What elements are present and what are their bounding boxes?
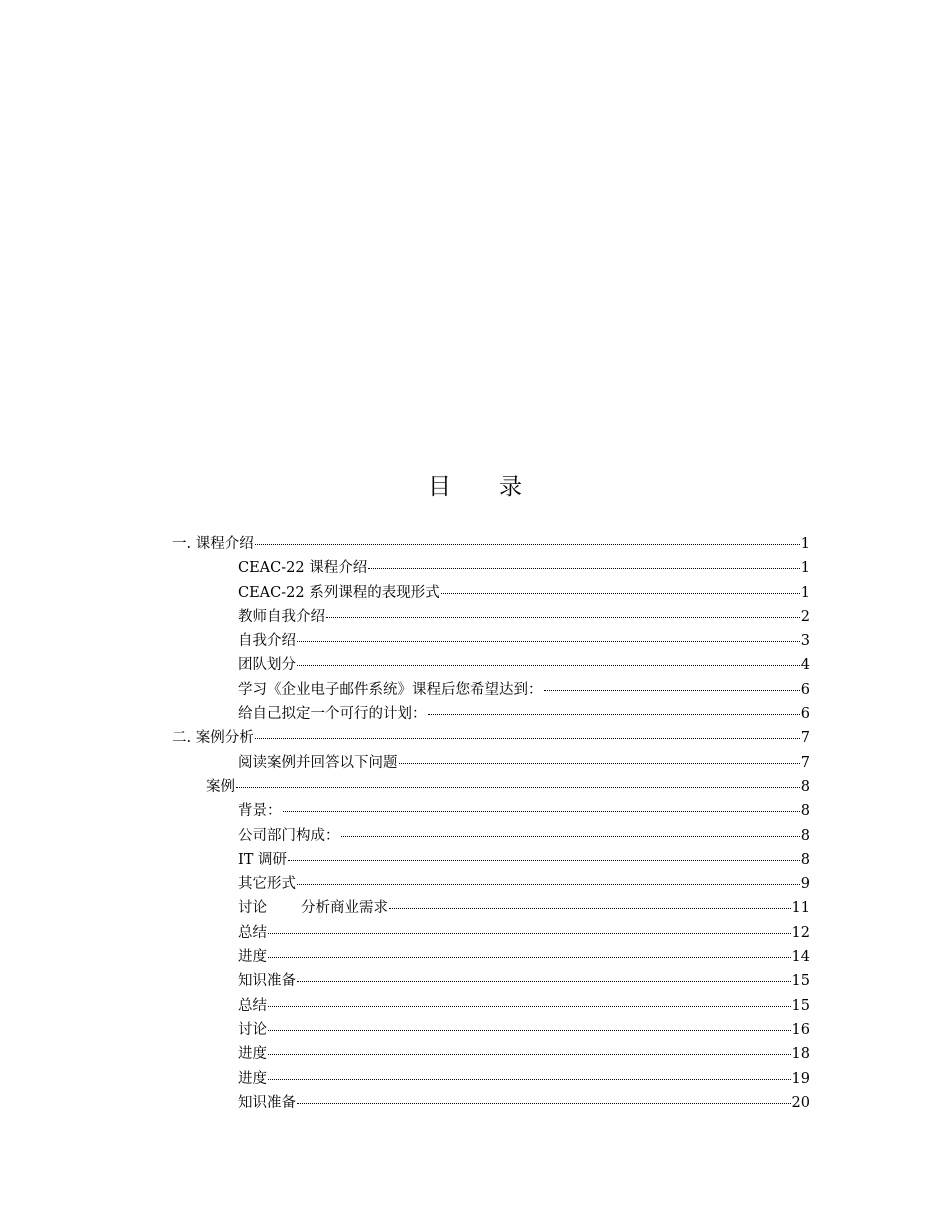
dot-leader [368, 568, 800, 569]
toc-entry-page-number: 12 [791, 924, 810, 941]
toc-entry-title [238, 1018, 267, 1042]
toc-entry-page-number: 8 [800, 778, 810, 795]
dot-leader [255, 544, 800, 545]
toc-entry-title-text: 讨论 [238, 1021, 267, 1038]
toc-entry[interactable] [172, 824, 810, 848]
dot-leader [326, 617, 800, 618]
toc-entry[interactable] [172, 1091, 810, 1115]
toc-entry[interactable] [172, 994, 810, 1018]
dot-leader [268, 1054, 791, 1055]
dot-leader [268, 1006, 791, 1007]
toc-entry[interactable] [172, 678, 810, 702]
dot-leader [288, 860, 800, 861]
toc-entry-title-text: 总结 [238, 924, 267, 941]
toc-entry-title [238, 945, 267, 969]
toc-entry-title-text: 进度 [238, 1070, 267, 1087]
toc-entry-title [238, 556, 367, 580]
toc-entry-title-text: 一. 课程介绍 [172, 536, 254, 552]
dot-leader [268, 1079, 791, 1080]
toc-entry-title [238, 824, 340, 848]
dot-leader [268, 933, 791, 934]
toc-entry[interactable] [172, 799, 810, 823]
toc-entry-page-number: 1 [800, 584, 810, 601]
table-of-contents [172, 532, 810, 1115]
toc-entry-title-text: 团队划分 [238, 657, 296, 674]
toc-entry-page-number: 19 [791, 1070, 810, 1087]
toc-entry[interactable] [172, 896, 810, 920]
toc-entry-page-number: 8 [800, 851, 810, 868]
toc-entry-title [238, 702, 427, 726]
toc-entry[interactable] [172, 1067, 810, 1091]
toc-entry[interactable] [172, 969, 810, 993]
toc-entry-title-text: 二. 案例分析 [172, 730, 254, 747]
title-char-right: 录 [499, 474, 522, 500]
toc-entry-title [238, 605, 325, 629]
toc-entry-page-number: 7 [800, 730, 810, 747]
toc-entry[interactable] [172, 921, 810, 945]
toc-entry[interactable] [172, 872, 810, 896]
toc-entry-title-text: 阅读案例并回答以下问题 [238, 754, 398, 771]
toc-entry-page-number: 15 [791, 973, 810, 990]
toc-entry[interactable] [172, 702, 810, 726]
toc-entry-title-text: 案例 [206, 778, 235, 795]
toc-entry-page-number: 9 [800, 876, 810, 893]
dot-leader [341, 836, 800, 837]
toc-entry-title [238, 848, 287, 872]
toc-entry-title-secondary: 分析商业需求 [301, 900, 388, 917]
toc-entry-title [172, 726, 254, 750]
toc-entry-page-number: 1 [800, 536, 810, 552]
toc-entry-title [238, 921, 267, 945]
dot-leader [297, 641, 800, 642]
toc-entry-title [238, 969, 296, 993]
toc-entry-title [238, 653, 296, 677]
dot-leader [297, 981, 791, 982]
toc-entry-title [238, 896, 388, 920]
toc-entry-page-number: 1 [800, 560, 810, 577]
toc-entry-title [238, 1042, 267, 1066]
toc-entry-title [238, 872, 296, 896]
toc-entry-page-number: 3 [800, 633, 810, 650]
toc-entry[interactable] [172, 775, 810, 799]
toc-entry-page-number: 16 [791, 1021, 810, 1038]
toc-entry[interactable] [172, 581, 810, 605]
toc-entry-title-text: 其它形式 [238, 876, 296, 893]
dot-leader [268, 1030, 791, 1031]
toc-entry-title-text: 知识准备 [238, 973, 296, 990]
toc-entry-page-number: 11 [791, 900, 810, 917]
toc-entry-title [238, 629, 296, 653]
toc-entry-title [238, 751, 398, 775]
toc-entry-title-text: CEAC-22 课程介绍 [238, 560, 368, 577]
toc-entry-title [238, 581, 440, 605]
dot-leader [441, 593, 800, 594]
dot-leader [399, 763, 800, 764]
toc-entry-page-number: 7 [800, 754, 810, 771]
toc-entry-title-text: 学习《企业电子邮件系统》课程后您希望达到： [238, 681, 543, 698]
toc-entry-page-number: 20 [791, 1094, 810, 1111]
toc-entry-page-number: 8 [800, 827, 810, 844]
toc-entry-title-text: 教师自我介绍 [238, 608, 325, 625]
toc-entry[interactable] [172, 945, 810, 969]
toc-entry[interactable] [172, 1042, 810, 1066]
toc-entry-title-text: 给自己拟定一个可行的计划： [238, 706, 427, 723]
toc-entry-title-text: 知识准备 [238, 1094, 296, 1111]
toc-entry-page-number: 15 [791, 997, 810, 1014]
toc-entry-title [238, 678, 543, 702]
toc-entry-title [238, 994, 267, 1018]
toc-entry-page-number: 14 [791, 949, 810, 966]
toc-entry[interactable] [172, 605, 810, 629]
toc-entry-title-text: 背景： [238, 803, 282, 820]
toc-entry-title-text: CEAC-22 系列课程的表现形式 [238, 584, 440, 601]
toc-entry-page-number: 2 [800, 608, 810, 625]
toc-entry-title [238, 1067, 267, 1091]
toc-entry[interactable] [172, 629, 810, 653]
toc-entry[interactable] [172, 726, 810, 750]
toc-entry-title [238, 799, 282, 823]
toc-entry-page-number: 4 [800, 657, 810, 674]
toc-entry-page-number: 8 [800, 803, 810, 820]
toc-entry-page-number: 18 [791, 1046, 810, 1063]
dot-leader [236, 787, 800, 788]
dot-leader [544, 690, 800, 691]
dot-leader [283, 811, 800, 812]
dot-leader [268, 957, 791, 958]
toc-entry[interactable] [172, 653, 810, 677]
dot-leader [297, 665, 800, 666]
dot-leader [428, 714, 800, 715]
toc-entry-title-text: 进度 [238, 1046, 267, 1063]
toc-entry-title [238, 1091, 296, 1115]
dot-leader [389, 908, 791, 909]
toc-entry-title-text: 讨论 [238, 900, 267, 917]
page-title [0, 468, 950, 501]
toc-entry[interactable] [172, 556, 810, 580]
toc-entry-title-text: IT 调研 [238, 851, 288, 868]
toc-entry[interactable] [172, 848, 810, 872]
toc-entry[interactable] [172, 1018, 810, 1042]
dot-leader [297, 1103, 791, 1104]
toc-entry-title-text: 进度 [238, 949, 267, 966]
toc-entry-title-text: 公司部门构成： [238, 827, 340, 844]
toc-entry[interactable] [172, 532, 810, 556]
toc-entry-page-number: 6 [800, 706, 810, 723]
toc-entry-title-text: 总结 [238, 997, 267, 1014]
toc-entry-title-text: 自我介绍 [238, 633, 296, 650]
toc-entry-page-number: 6 [800, 681, 810, 698]
title-char-left: 目 [428, 474, 451, 500]
toc-entry-title [206, 775, 235, 799]
dot-leader [255, 738, 800, 739]
dot-leader [297, 884, 800, 885]
toc-entry[interactable] [172, 751, 810, 775]
toc-entry-title [172, 532, 254, 556]
